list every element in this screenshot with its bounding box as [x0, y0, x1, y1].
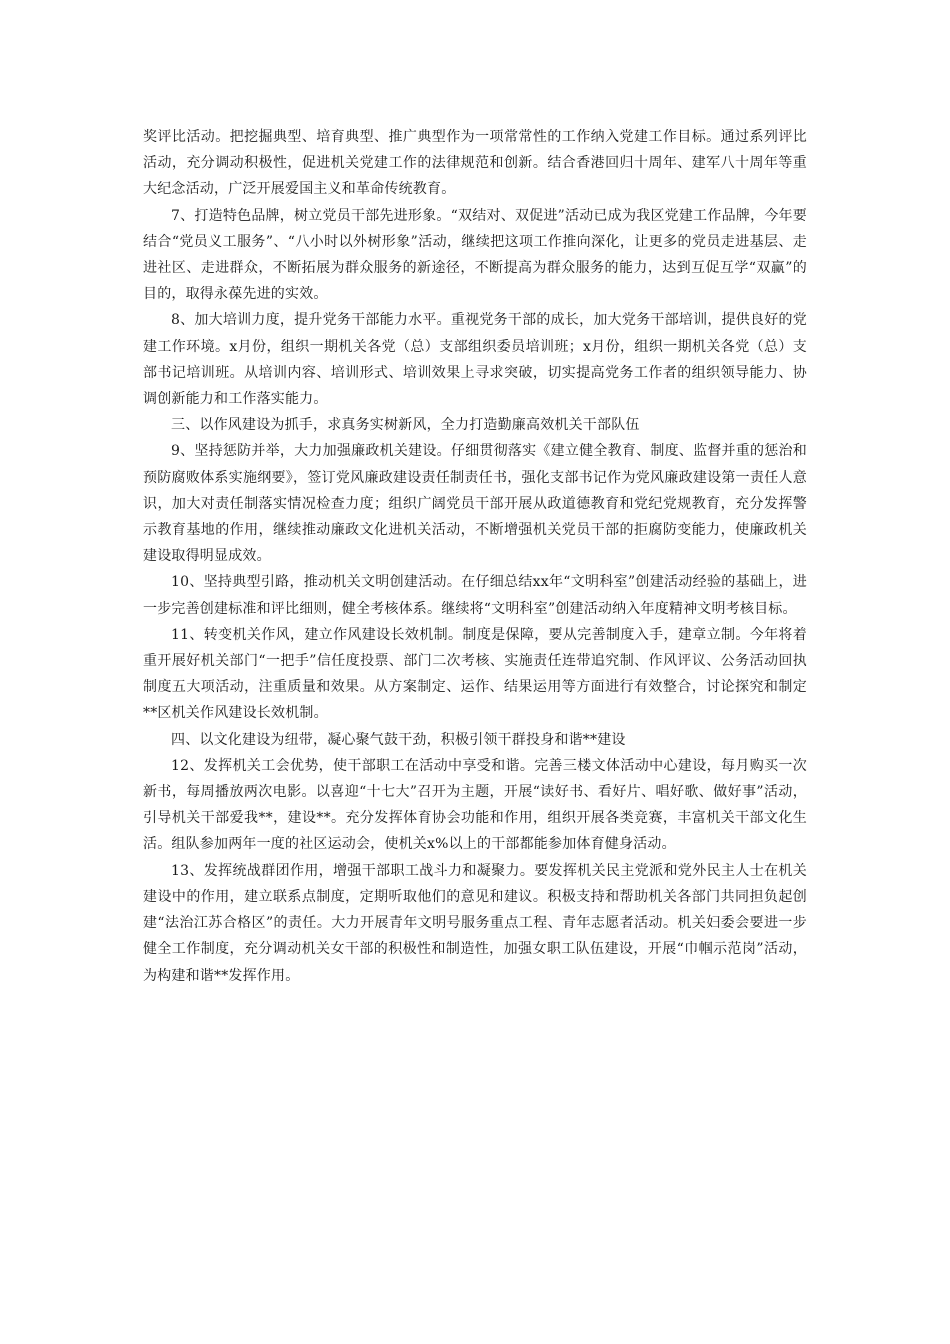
section-heading-4: 四、以文化建设为纽带，凝心聚气鼓干劲，积极引领干群投身和谐**建设 [171, 731, 626, 748]
document-body [143, 124, 807, 989]
paragraph-item-9: 9、坚持惩防并举，大力加强廉政机关建设。仔细贯彻落实《建立健全教育、制度、监督并重的惩治和预防腐败体系实施纲要》，签订党风廉政建设责任制责任书，强化支部书记作为党风廉政建设第一责任人意识，加大对责任制落实情况检查力度；组织广阔党员干部开展从政道德教育和党纪党规教育，充分发挥警示教育基地的作用，继续推动廉政文化进机关活动，不断增强机关党员干部的拒腐防变能力，使廉政机关建设取得明显成效。 [143, 443, 807, 565]
paragraph-item-7: 7、打造特色品牌，树立党员干部先进形象。“双结对、双促进”活动已成为我区党建工作品牌，今年要结合“党员义工服务”、“八小时以外树形象”活动，继续把这项工作推向深化，让更多的党员走进基层、走进社区、走进群众，不断拓展为群众服务的新途径，不断提高为群众服务的能力，达到互促互学“双赢”的目的，取得永葆先进的实效。 [143, 207, 807, 303]
section-heading-3: 三、以作风建设为抓手，求真务实树新风，全力打造勤廉高效机关干部队伍 [171, 417, 640, 434]
paragraph-item-13: 13、发挥统战群团作用，增强干部职工战斗力和凝聚力。要发挥机关民主党派和党外民主人士在机关建设中的作用，建立联系点制度，定期听取他们的意见和建议。积极支持和帮助机关各部门共同担负起创建“法治江苏合格区”的责任。大力开展青年文明号服务重点工程、青年志愿者活动。机关妇委会要进一步健全工作制度，充分调动机关女干部的积极性和制造性，加强女职工队伍建设，开展“巾帼示范岗”活动，为构建和谐**发挥作用。 [143, 862, 807, 984]
paragraph-continued: 奖评比活动。把挖掘典型、培育典型、推广典型作为一项常常性的工作纳入党建工作目标。通过系列评比活动，充分调动积极性，促进机关党建工作的法律规范和创新。结合香港回归十周年、建军八十周年等重大纪念活动，广泛开展爱国主义和革命传统教育。 [143, 129, 807, 198]
paragraph-item-8: 8、加大培训力度，提升党务干部能力水平。重视党务干部的成长，加大党务干部培训，提供良好的党建工作环境。x月份，组织一期机关各党（总）支部组织委员培训班；x月份，组织一期机关各党（总）支部书记培训班。从培训内容、培训形式、培训效果上寻求突破，切实提高党务工作者的组织领导能力、协调创新能力和工作落实能力。 [143, 312, 807, 408]
paragraph-item-10: 10、坚持典型引路，推动机关文明创建活动。在仔细总结xx年“文明科室”创建活动经验的基础上，进一步完善创建标准和评比细则，健全考核体系。继续将“文明科室”创建活动纳入年度精神文明考核目标。 [143, 574, 807, 617]
paragraph-item-11: 11、转变机关作风，建立作风建设长效机制。制度是保障，要从完善制度入手，建章立制。今年将着重开展好机关部门“一把手”信任度投票、部门二次考核、实施责任连带追究制、作风评议、公务活动回执制度五大项活动，注重质量和效果。从方案制定、运作、结果运用等方面进行有效整合，讨论探究和制定**区机关作风建设长效机制。 [143, 626, 807, 722]
paragraph-item-12: 12、发挥机关工会优势，使干部职工在活动中享受和谐。完善三楼文体活动中心建设，每月购买一次新书，每周播放两次电影。以喜迎“十七大”召开为主题，开展“读好书、看好片、唱好歌、做好事”活动，引导机关干部爱我**，建设**。充分发挥体育协会功能和作用，组织开展各类竞赛，丰富机关干部文化生活。组队参加两年一度的社区运动会，使机关x%以上的干部都能参加体育健身活动。 [143, 757, 807, 853]
